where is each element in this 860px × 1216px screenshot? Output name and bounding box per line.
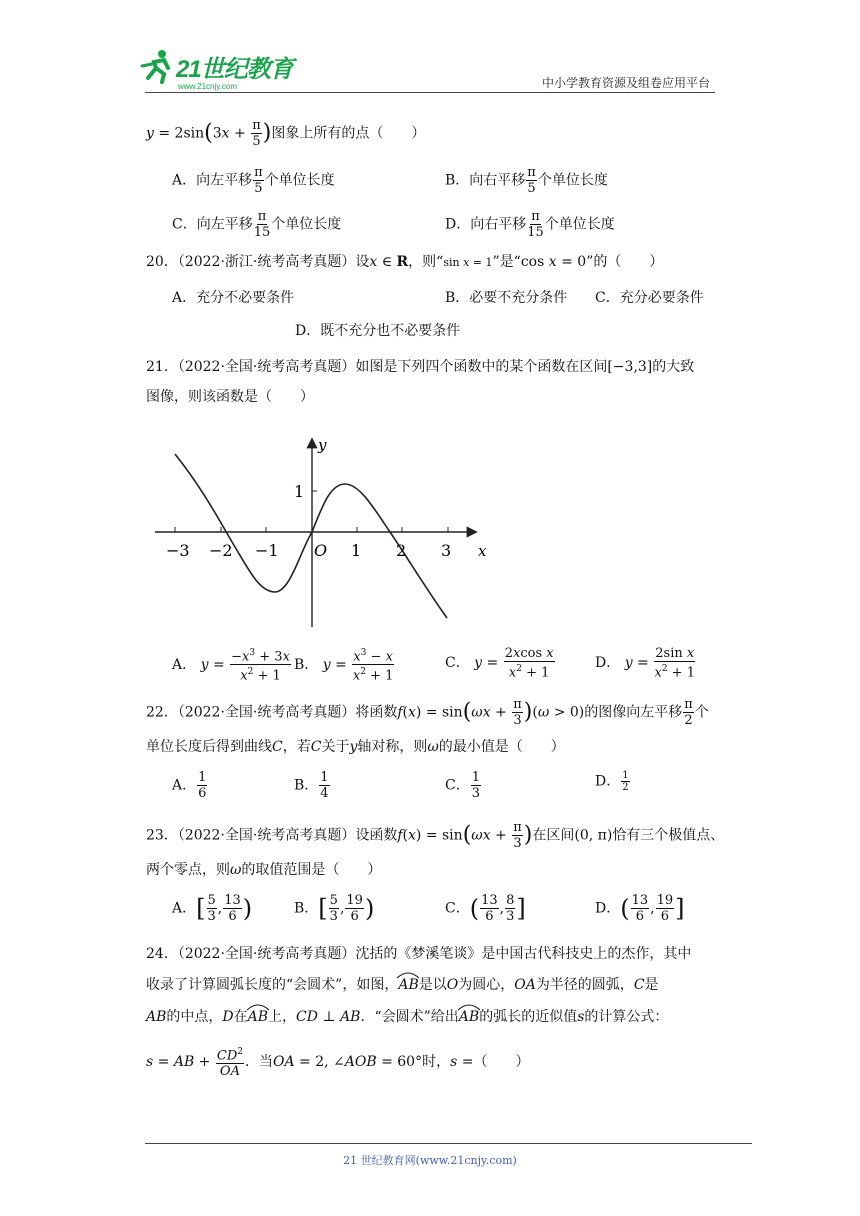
q21-option-d[interactable]: D． y = $\frac{\text{2sin x}}{x^2 + 1}$ (595, 646, 695, 681)
q19-stem: y = 2sin(3x + $\frac{\pi}{5}$ )图象上所有的点（ ） (146, 118, 426, 149)
q19-option-c[interactable]: C．向左平移 $\frac{\pi}{15}$ 个单位长度 (172, 209, 342, 240)
q20-stem: 20．（2022·浙江·统考高考真题）设x ∈ R，则“sin x = 1”是“cos x = 0”的（ ） (146, 254, 664, 270)
x-tick-neg3: −3 (166, 541, 190, 560)
x-axis-label: x (478, 542, 487, 560)
q24-stem-line2: 收录了计算圆弧长度的“会圆术”，如图，AB 是以O为圆心，OA为半径的圆弧，C是 (146, 975, 659, 995)
runner-icon (140, 48, 176, 84)
q20-option-a[interactable]: A．充分不必要条件 (172, 290, 295, 306)
q24-stem-line3: AB的中点，D在AB 上，CD ⊥ AB．“会圆术”给出AB 的弧长的近似值s的计算公式： (146, 1007, 668, 1027)
footer-divider (145, 1143, 752, 1144)
x-tick-1: 1 (351, 541, 362, 560)
q19-option-b[interactable]: B．向右平移 $\frac{\pi}{5}$ 个单位长度 (445, 165, 608, 196)
x-tick-3: 3 (441, 541, 452, 560)
logo-url: www.21cnjy.com (178, 82, 237, 91)
y-tick-1: 1 (294, 482, 305, 501)
q21-option-a[interactable]: A． y = $\frac{-x^3 + 3x}{x^2 + 1}$ (172, 648, 290, 684)
q23-option-c[interactable]: C．( $\frac{13}{6}$ , $\frac{8}{3}$ ] (445, 893, 526, 924)
q19-option-a[interactable]: A．向左平移 $\frac{\pi}{5}$ 个单位长度 (172, 165, 335, 196)
q24-stem-line1: 24．（2022·全国·统考高考真题）沈括的《梦溪笔谈》是中国古代科技史上的杰作，其中 (146, 946, 692, 962)
platform-title: 中小学教育资源及组卷应用平台 (541, 76, 710, 90)
x-tick-2: 2 (396, 541, 407, 560)
y-axis-label: y (318, 436, 327, 454)
q23-stem-line2: 两个零点，则ω的取值范围是（ ） (146, 862, 382, 878)
q21-stem-line2: 图像，则该函数是（ ） (146, 389, 314, 405)
x-tick-neg1: −1 (255, 541, 279, 560)
q21-option-b[interactable]: B． y = $\frac{x^3 - x}{x^2 + 1}$ (294, 648, 394, 684)
q22-option-a[interactable]: A． $\frac{1}{6}$ (172, 770, 207, 801)
q23-option-d[interactable]: D．( $\frac{13}{6}$ , $\frac{19}{6}$ ] (595, 893, 685, 924)
header-divider (145, 92, 715, 93)
q19-option-d[interactable]: D．向右平移 $\frac{\pi}{15}$ 个单位长度 (445, 209, 615, 240)
logo-text: 21世纪教育 (176, 55, 293, 83)
q23-option-b[interactable]: B．[ $\frac{5}{3}$ , $\frac{19}{6}$ ) (294, 893, 375, 924)
q24-stem-line4: s = AB + $\frac{CD^2}{OA}$ ．当OA = 2, ∠AOB = 60°时，s =（ ） (146, 1047, 530, 1080)
origin-label: O (314, 541, 328, 560)
q23-option-a[interactable]: A．[ $\frac{5}{3}$ , $\frac{13}{6}$ ) (172, 893, 253, 924)
function-curve (175, 454, 447, 618)
q22-option-d[interactable]: D． $\frac{1}{2}$ (595, 770, 629, 793)
q22-stem-line1: 22．（2022·全国·统考高考真题）将函数f(x) = sin(ωx + $\frac{\pi}{3}$ )(ω > 0)的图像向左平移 $\frac{\pi}{2}$ 个 (146, 697, 709, 728)
footer-text[interactable]: 21 世纪教育网(www.21cnjy.com) (343, 1154, 517, 1167)
q20-option-c[interactable]: C．充分必要条件 (595, 290, 704, 306)
q21-option-c[interactable]: C． y = $\frac{\text{2xcos x}}{x^2 + 1}$ (445, 646, 554, 681)
q21-stem-line1: 21．（2022·全国·统考高考真题）如图是下列四个函数中的某个函数在区间[−3,3]的大致 (146, 359, 695, 375)
x-tick-neg2: −2 (209, 541, 233, 560)
q22-stem-line2: 单位长度后得到曲线C，若C关于y轴对称，则ω的最小值是（ ） (146, 739, 565, 755)
q23-stem-line1: 23．（2022·全国·统考高考真题）设函数f(x) = sin(ωx + $\frac{\pi}{3}$ )在区间(0, π)恰有三个极值点、 (146, 820, 725, 851)
q20-option-d[interactable]: D．既不充分也不必要条件 (295, 323, 461, 339)
q22-option-c[interactable]: C． $\frac{1}{3}$ (445, 770, 480, 801)
q21-function-graph (150, 432, 490, 632)
site-logo (140, 48, 293, 91)
q20-option-b[interactable]: B．必要不充分条件 (445, 290, 568, 306)
q22-option-b[interactable]: B． $\frac{1}{4}$ (294, 770, 329, 801)
